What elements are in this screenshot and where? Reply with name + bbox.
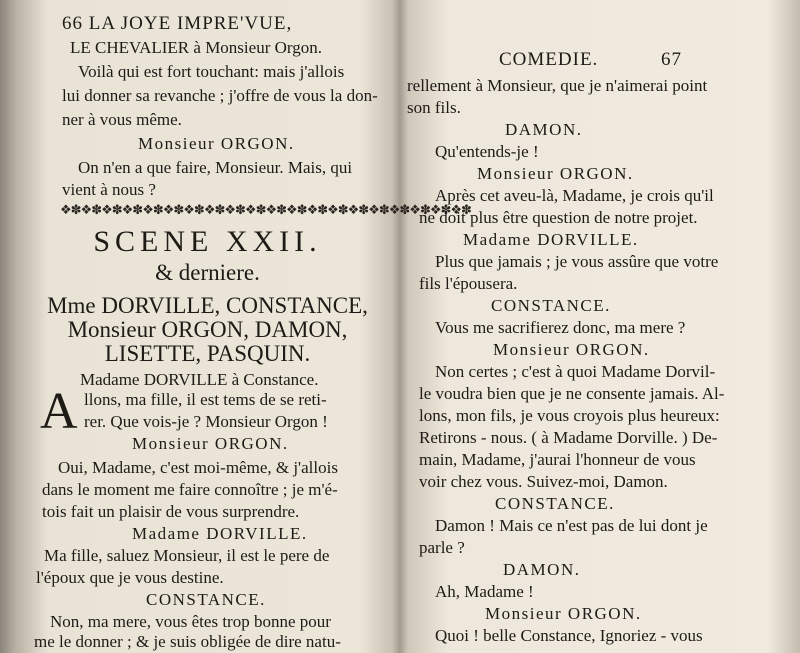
text-line: Ah, Madame ! (435, 582, 534, 601)
scene-subtitle: & derniere. (155, 260, 260, 285)
text-line: fils l'épousera. (419, 274, 518, 293)
text-line: tois fait un plaisir de vous surprendre. (42, 502, 300, 521)
text-line: Après cet aveu-là, Madame, je crois qu'il (435, 186, 714, 205)
speaker-line: CONSTANCE. (146, 590, 266, 609)
text-line: ne doit plus être question de notre projet. (419, 208, 698, 227)
speaker-line: Monsieur ORGON. (477, 164, 634, 183)
speaker-line: Monsieur ORGON. (138, 134, 295, 153)
running-head: COMEDIE. (499, 49, 599, 70)
text-line: Vous me sacrifierez donc, ma mere ? (435, 318, 686, 337)
text-line: lui donner sa revanche ; j'offre de vous la don- (62, 86, 378, 105)
page-number: 67 (661, 49, 682, 70)
text-line: rellement à Monsieur, que je n'aimerai point (407, 76, 708, 95)
text-line: main, Madame, j'aurai l'honneur de vous (419, 450, 696, 469)
speaker-line: DAMON. (503, 560, 581, 579)
text-line: Ma fille, saluez Monsieur, il est le pere de (44, 546, 330, 565)
text-line: llons, ma fille, il est tems de se reti- (84, 390, 327, 409)
text-line: dans le moment me faire connoître ; je m'é- (42, 480, 338, 499)
speaker-line: CONSTANCE. (495, 494, 615, 513)
speaker-line: LE CHEVALIER à Monsieur Orgon. (70, 38, 322, 57)
text-line: On n'en a que faire, Monsieur. Mais, qui (78, 158, 353, 177)
text-line: Voilà qui est fort touchant: mais j'allois (78, 62, 345, 81)
text-line: le voudra bien que je ne consente jamais. Al- (419, 384, 725, 403)
text-line: parle ? (419, 538, 465, 557)
cast-line: LISETTE, PASQUIN. (104, 341, 311, 366)
text-line: ner à vous même. (62, 110, 182, 129)
text-line: Qu'entends-je ! (435, 142, 539, 161)
speaker-line: Monsieur ORGON. (493, 340, 650, 359)
cast-line: Mme DORVILLE, CONSTANCE, (47, 293, 368, 318)
running-head: 66 LA JOYE IMPRE'VUE, (62, 13, 293, 34)
text-line: Non certes ; c'est à quoi Madame Dorvil- (435, 362, 716, 381)
speaker-line: Madame DORVILLE. (132, 524, 308, 543)
speaker-line: Madame DORVILLE à Constance. (80, 370, 319, 389)
text-line: rer. Que vois-je ? Monsieur Orgon ! (84, 412, 328, 431)
speaker-line: CONSTANCE. (491, 296, 611, 315)
text-line: me le donner ; & je suis obligée de dire natu- (34, 632, 341, 651)
text-line: voir chez vous. Suivez-moi, Damon. (419, 472, 668, 491)
speaker-line: Monsieur ORGON. (485, 604, 642, 623)
text-line: Quoi ! belle Constance, Ignoriez - vous (435, 626, 703, 645)
cast-line: Monsieur ORGON, DAMON, (67, 317, 348, 342)
text-line: Non, ma mere, vous êtes trop bonne pour (50, 612, 331, 631)
speaker-line: Madame DORVILLE. (463, 230, 639, 249)
ornament-divider: ❖✽❖✽❖✽❖✽❖✽❖✽❖✽❖✽❖✽❖✽❖✽❖✽❖✽❖✽❖✽❖✽❖✽❖✽❖✽❖✽ (60, 202, 471, 217)
text-line: Damon ! Mais ce n'est pas de lui dont je (435, 516, 708, 535)
drop-cap: A (40, 383, 78, 440)
scene-title: SCENE XXII. (93, 225, 322, 258)
speaker-line: Monsieur ORGON. (132, 434, 289, 453)
text-line: Oui, Madame, c'est moi-même, & j'allois (58, 458, 338, 477)
text-line: lons, mon fils, je vous croyois plus heureux: (419, 406, 720, 425)
text-line: son fils. (407, 98, 461, 117)
text-line: Retirons - nous. ( à Madame Dorville. ) De- (419, 428, 718, 447)
text-line: l'époux que je vous destine. (36, 568, 224, 587)
text-line: Plus que jamais ; je vous assûre que votre (435, 252, 719, 271)
text-line: vient à nous ? (62, 180, 156, 199)
speaker-line: DAMON. (505, 120, 583, 139)
